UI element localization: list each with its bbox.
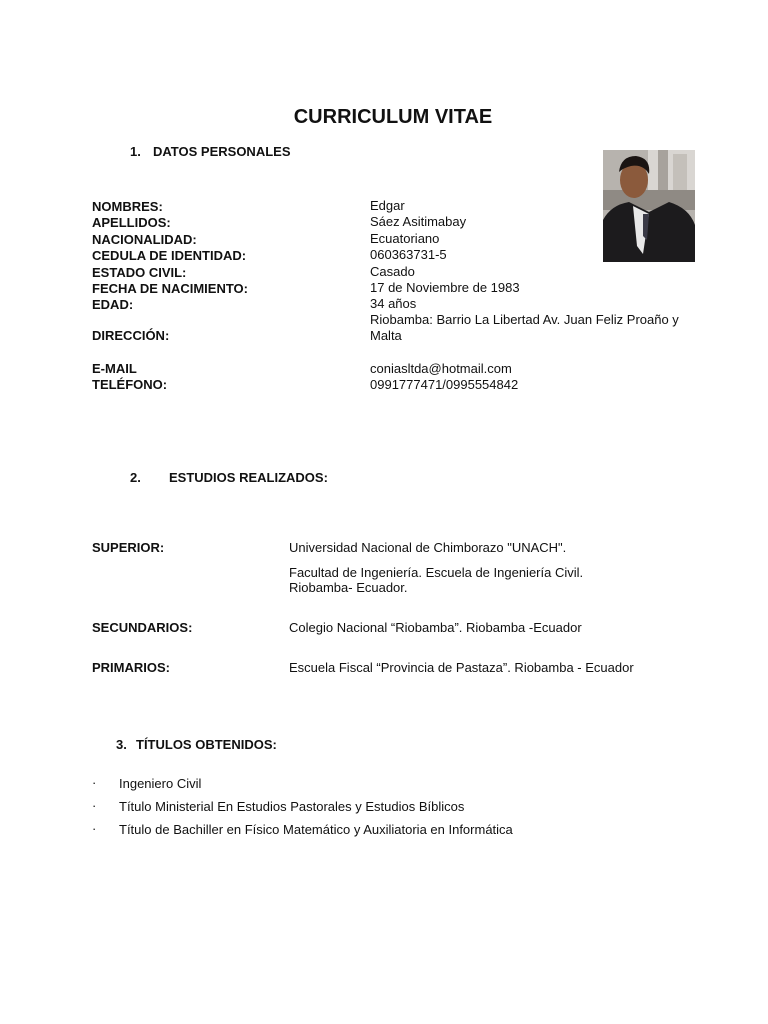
apellidos-label: APELLIDOS: [92,215,171,230]
primarios-value: Escuela Fiscal “Provincia de Pastaza”. Riobamba - Ecuador [289,660,634,675]
nacionalidad-label: NACIONALIDAD: [92,232,197,247]
portrait-image [603,150,695,262]
estado-civil-value: Casado [370,264,415,279]
edad-label: EDAD: [92,297,134,312]
superior-line3: Riobamba- Ecuador. [289,580,408,595]
titulo-item: Título de Bachiller en Físico Matemático y Auxiliatoria en Informática [119,822,513,837]
list-bullet: · [92,775,97,790]
section3-title: TÍTULOS OBTENIDOS: [136,737,277,752]
email-value: coniasltda@hotmail.com [370,361,512,376]
profile-photo [603,150,695,262]
superior-line1: Universidad Nacional de Chimborazo "UNACH". [289,540,567,555]
titulo-item: Título Ministerial En Estudios Pastorales y Estudios Bíblicos [119,799,465,814]
list-bullet: · [92,798,97,813]
section2-title: ESTUDIOS REALIZADOS: [169,470,328,485]
cedula-value: 060363731-5 [370,247,447,262]
superior-line2: Facultad de Ingeniería. Escuela de Ingeniería Civil. [289,565,584,580]
email-label: E-MAIL [92,361,137,376]
cedula-label: CEDULA DE IDENTIDAD: [92,248,247,263]
telefono-value: 0991777471/0995554842 [370,377,519,392]
estado-civil-label: ESTADO CIVIL: [92,265,187,280]
superior-label: SUPERIOR: [92,540,165,555]
nombres-label: NOMBRES: [92,199,163,214]
nacionalidad-value: Ecuatoriano [370,231,440,246]
direccion-value-line1: Riobamba: Barrio La Libertad Av. Juan Feliz Proaño y [370,312,679,327]
section2-number: 2. [130,470,141,485]
direccion-value-line2: Malta [370,328,402,343]
nombres-value: Edgar [370,198,405,213]
section3-number: 3. [116,737,127,752]
titulo-item: Ingeniero Civil [119,776,202,791]
secundarios-label: SECUNDARIOS: [92,620,193,635]
list-bullet: · [92,821,97,836]
section1-title: DATOS PERSONALES [153,144,291,159]
primarios-label: PRIMARIOS: [92,660,170,675]
document-title: CURRICULUM VITAE [293,106,493,128]
fecha-nacimiento-label: FECHA DE NACIMIENTO: [92,281,248,296]
telefono-label: TELÉFONO: [92,377,168,392]
section1-number: 1. [130,144,141,159]
apellidos-value: Sáez Asitimabay [370,214,467,229]
direccion-label: DIRECCIÓN: [92,328,170,343]
edad-value: 34 años [370,296,417,311]
secundarios-value: Colegio Nacional “Riobamba”. Riobamba -Ecuador [289,620,582,635]
fecha-nacimiento-value: 17 de Noviembre de 1983 [370,280,520,295]
